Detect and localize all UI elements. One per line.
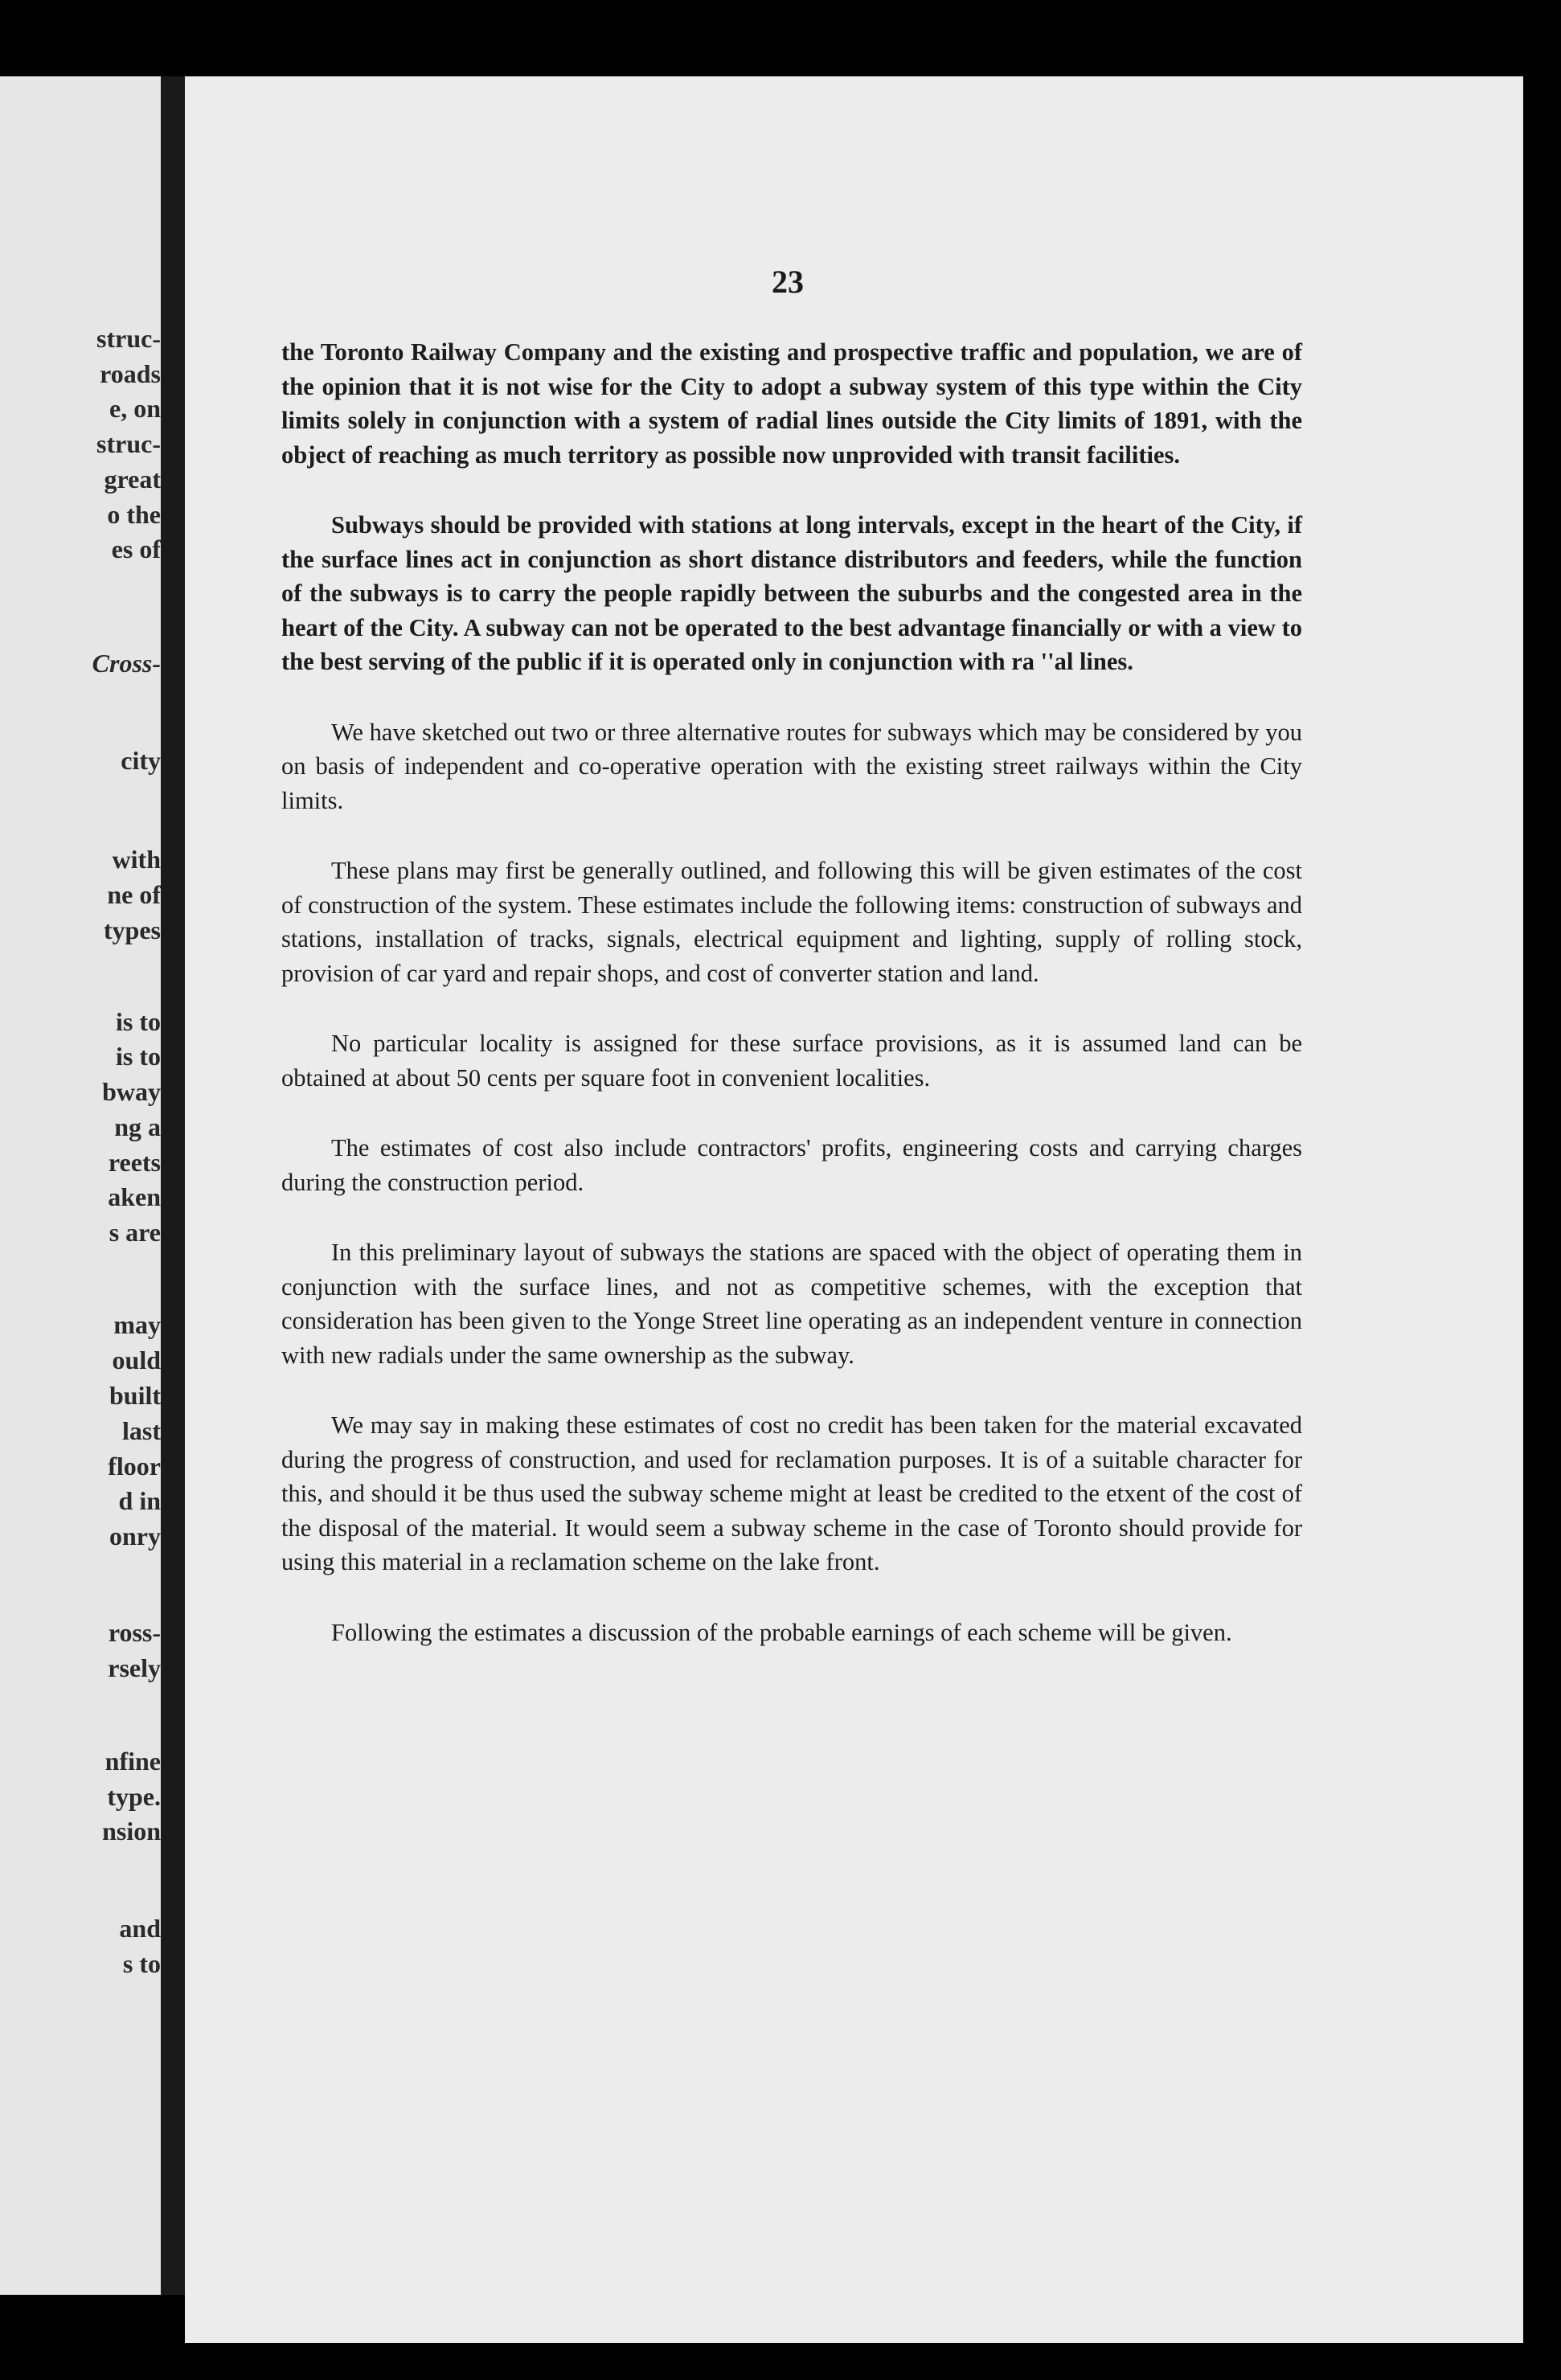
left-page-text-fragment: struc- xyxy=(96,429,161,458)
left-page-text-fragment: last xyxy=(122,1416,161,1445)
left-page-text-fragment: is to xyxy=(116,1007,161,1036)
left-page-text-fragment: roads xyxy=(100,359,161,388)
left-page-text-fragment: built xyxy=(109,1381,161,1410)
paragraph: Subways should be provided with stations at long intervals, except in the heart of the City, if the surface lines act in conjunction as short distance distributors and feeders, while the function of the subways is to carry the people rapidly between the suburbs and the congested area in the heart of the City. A subway can not be operated to the best advantage financially or with a view to the best serving of the public if it is operated only in conjunction with ra ''al lines. xyxy=(281,511,1302,675)
paragraph: The estimates of cost also include contractors' profits, engineering costs and carrying charges during the construction period. xyxy=(281,1134,1302,1196)
left-page-text-fragment: great xyxy=(104,465,161,494)
paragraph: In this preliminary layout of subways the stations are spaced with the object of operating them in conjunction with the surface lines, and not as competitive schemes, with the exception that consideration has been given to the Yonge Street line operating as an independent venture in connection with new radials under the same ownership as the subway. xyxy=(281,1239,1302,1369)
left-page-text-fragment: e, on xyxy=(109,394,161,423)
left-page-text-fragment: bway xyxy=(102,1077,161,1106)
left-page-text-fragment: ross- xyxy=(108,1618,161,1647)
left-page-text-fragment: may xyxy=(113,1310,161,1339)
paragraph: No particular locality is assigned for these surface provisions, as it is assumed land can be obtained at about 50 cents per square foot in convenient localities. xyxy=(281,1030,1302,1092)
document-page xyxy=(185,76,1523,2343)
paragraph: We may say in making these estimates of cost no credit has been taken for the material excavated during the progress of construction, and used for reclamation purposes. It is of a suitable character for this, and should it be thus used the subway scheme might at least be credited to the etxent of the cost of the disposal of the material. It would seem a subway scheme in the case of Toronto should provide for using this material in a reclamation scheme on the lake front. xyxy=(281,1411,1302,1575)
page-gutter xyxy=(161,76,185,2295)
left-page-text-fragment: nfine xyxy=(104,1747,161,1776)
left-page-fragment xyxy=(0,76,161,2295)
paragraph: the Toronto Railway Company and the existing and prospective traffic and population, we are of the opinion that it is not wise for the City to adopt a subway system of this type within the City limits solely in conjunction with a system of radial lines outside the City limits of 1891, with the object of reaching as much territory as possible now unprovided with transit facilities. xyxy=(281,338,1302,469)
left-page-text-fragment: aken xyxy=(108,1182,161,1211)
left-page-text-fragment: d in xyxy=(118,1486,161,1515)
left-page-text-fragment: floor xyxy=(108,1452,161,1481)
left-page-text-fragment: es of xyxy=(111,535,161,563)
page-number: 23 xyxy=(772,264,804,300)
left-page-text-fragment: rsely xyxy=(108,1653,161,1682)
left-page-text-fragment: o the xyxy=(107,500,161,529)
left-page-text-fragment: Cross- xyxy=(92,649,161,678)
left-page-text-fragment: s are xyxy=(109,1218,161,1247)
left-page-text-fragment: city xyxy=(121,746,161,775)
left-page-text-fragment: struc- xyxy=(96,324,161,353)
left-page-text-fragment: nsion xyxy=(102,1817,161,1845)
left-page-text-fragment: and xyxy=(119,1914,161,1943)
paragraph: These plans may first be generally outlined, and following this will be given estimates of the cost of construction of the system. These estimates include the following items: construction of subways and stations, installation of tracks, signals, electrical equipment and lighting, supply of rolling stock, provision of car yard and repair shops, and cost of converter station and land. xyxy=(281,857,1302,987)
left-page-text-fragment: ne of xyxy=(107,880,161,909)
left-page-text-fragment: onry xyxy=(109,1522,161,1550)
paragraph: Following the estimates a discussion of the probable earnings of each scheme will be given. xyxy=(331,1618,1232,1646)
left-page-text-fragment: ng a xyxy=(114,1112,161,1141)
left-page-text-fragment: is to xyxy=(116,1042,161,1071)
left-page-text-fragment: types xyxy=(103,916,161,944)
left-page-text-fragment: type. xyxy=(107,1782,161,1811)
left-page-text-fragment: ould xyxy=(112,1346,161,1374)
body-text xyxy=(281,335,1302,1686)
left-page-text-fragment: s to xyxy=(122,1949,161,1978)
paragraph: We have sketched out two or three alternative routes for subways which may be considered by you on basis of independent and co-operative operation with the existing street railways within the City limits. xyxy=(281,718,1302,814)
left-page-text-fragment: reets xyxy=(108,1148,161,1177)
left-page-text-fragment: with xyxy=(112,845,161,874)
